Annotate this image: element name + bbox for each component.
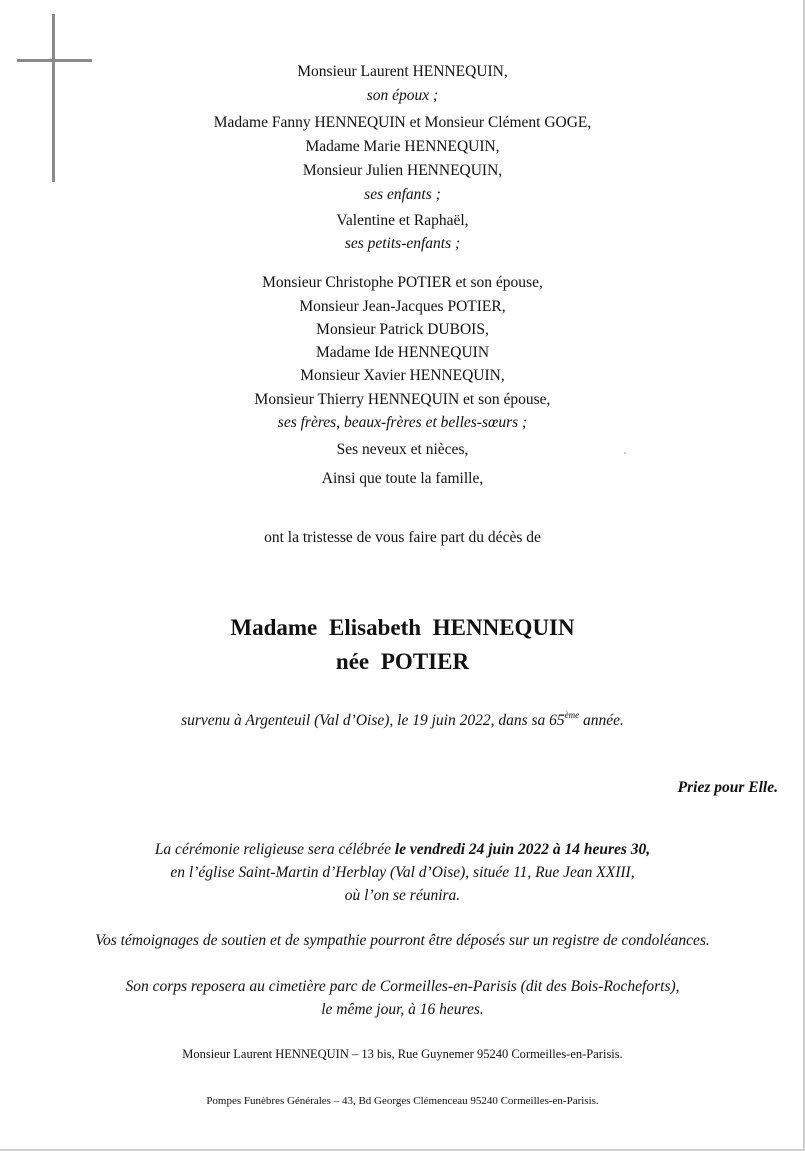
ceremony-line-3: où l’on se réunira.: [344, 887, 461, 904]
prayer-line: Priez pour Elle.: [677, 779, 778, 796]
siblings-role: ses frères, beaux-frères et belles-sœurs ;: [277, 414, 528, 431]
deceased-name: Madame Elisabeth HENNEQUIN: [230, 615, 575, 640]
scan-speck: [624, 452, 626, 454]
ceremony-line-2: en l’église Saint-Martin d’Herblay (Val d’Oise), située 11, Rue Jean XXIII,: [170, 864, 635, 881]
sibling-6: Monsieur Thierry HENNEQUIN et son épouse,: [254, 391, 551, 408]
sibling-1: Monsieur Christophe POTIER et son épouse,: [262, 274, 543, 291]
child-1: Madame Fanny HENNEQUIN et Monsieur Clément GOGE,: [213, 114, 592, 131]
sibling-2: Monsieur Jean-Jacques POTIER,: [299, 298, 506, 315]
child-3: Monsieur Julien HENNEQUIN,: [302, 162, 503, 179]
spouse-name: Monsieur Laurent HENNEQUIN,: [297, 63, 508, 80]
sibling-3: Monsieur Patrick DUBOIS,: [316, 321, 489, 338]
burial-line-1: Son corps reposera au cimetière parc de Cormeilles-en-Parisis (dit des Bois-Rocheforts),: [125, 978, 680, 995]
ceremony-line-1: La cérémonie religieuse sera célébrée le vendredi 24 juin 2022 à 14 heures 30,: [154, 841, 651, 858]
burial-line-2: le même jour, à 16 heures.: [321, 1001, 484, 1018]
deceased-birth-name: née POTIER: [335, 649, 470, 674]
children-role: ses enfants ;: [364, 186, 441, 203]
sibling-5: Monsieur Xavier HENNEQUIN,: [300, 367, 505, 384]
spouse-role: son époux ;: [366, 87, 439, 104]
contact-line: Monsieur Laurent HENNEQUIN – 13 bis, Rue Guynemer 95240 Cormeilles-en-Parisis.: [182, 1047, 623, 1061]
child-2: Madame Marie HENNEQUIN,: [305, 138, 500, 155]
death-details: survenu à Argenteuil (Val d’Oise), le 19 juin 2022, dans sa 65ème année.: [181, 709, 624, 729]
condolences-line: Vos témoignages de soutien et de sympathie pourront être déposés sur un registre de condoléances.: [95, 932, 710, 949]
family-line: Ainsi que toute la famille,: [321, 470, 484, 487]
nephews-line: Ses neveux et nièces,: [336, 441, 469, 458]
sibling-4: Madame Ide HENNEQUIN: [315, 344, 490, 361]
grandchildren-role: ses petits-enfants ;: [344, 235, 461, 252]
grandchildren-names: Valentine et Raphaël,: [336, 212, 469, 229]
funeral-home-line: Pompes Funèbres Générales – 43, Bd Georges Clémenceau 95240 Cormeilles-en-Parisis.: [206, 1095, 599, 1107]
announcement-line: ont la tristesse de vous faire part du décès de: [264, 529, 541, 546]
